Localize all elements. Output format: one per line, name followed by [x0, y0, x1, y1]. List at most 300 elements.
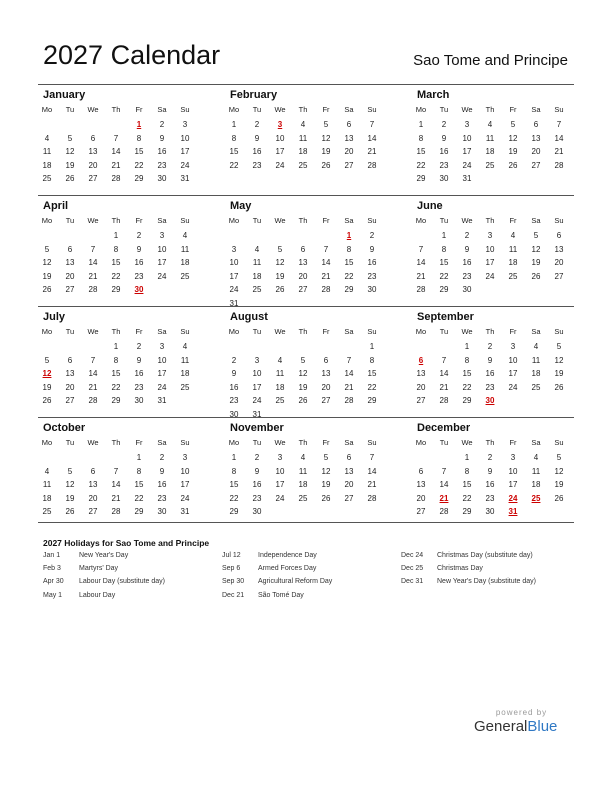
- calendar-day: 8: [418, 133, 424, 143]
- calendar-day: 12: [42, 258, 52, 267]
- calendar-day: 20: [344, 147, 354, 156]
- calendar-day: 5: [277, 244, 283, 254]
- quarter-row-4: [38, 417, 574, 528]
- calendar-day: 13: [88, 147, 98, 156]
- weekday-label: We: [274, 327, 286, 336]
- calendar-day: 12: [321, 133, 331, 143]
- calendar-day: 6: [346, 120, 352, 129]
- calendar-day: 7: [369, 453, 375, 462]
- weekday-label: Fr: [322, 438, 330, 447]
- calendar-day: 5: [556, 342, 562, 351]
- calendar-day: 14: [88, 369, 98, 378]
- calendar-day: 10: [180, 133, 190, 143]
- calendar-day: 25: [508, 271, 518, 281]
- weekday-label: Tu: [65, 327, 75, 336]
- holiday-day: 30: [134, 285, 144, 294]
- calendar-day: 29: [134, 174, 144, 183]
- page-title: 2027 Calendar: [43, 40, 221, 70]
- calendar-day: 21: [111, 160, 121, 170]
- holiday-day: 31: [508, 507, 518, 516]
- weekday-label: We: [461, 438, 473, 447]
- weekday-label: Sa: [157, 216, 167, 225]
- weekday-label: Su: [367, 438, 377, 447]
- calendar-day: 11: [180, 244, 190, 254]
- weekday-label: Sa: [157, 105, 167, 114]
- calendar-day: 7: [346, 355, 352, 365]
- weekday-label: Tu: [439, 327, 449, 336]
- calendar-day: 17: [485, 258, 495, 267]
- calendar-day: 28: [367, 493, 377, 503]
- calendar-day: 7: [441, 466, 447, 476]
- calendar-day: 7: [441, 355, 447, 365]
- calendar-day: 29: [111, 285, 121, 294]
- calendar-day: 22: [462, 382, 472, 392]
- holiday-item: [43, 565, 118, 572]
- calendar-day: 19: [554, 369, 564, 378]
- calendar-day: 2: [254, 453, 260, 462]
- calendar-day: 19: [321, 480, 331, 489]
- calendar-day: 21: [439, 382, 449, 392]
- weekday-label: We: [87, 438, 99, 447]
- calendar-day: 25: [252, 285, 262, 294]
- calendar-day: 24: [485, 271, 495, 281]
- calendar-day: 20: [531, 147, 541, 156]
- holiday-day: 3: [277, 120, 283, 129]
- calendar-day: 23: [252, 160, 262, 170]
- holiday-name: Independence Day: [258, 552, 317, 559]
- weekday-label: Su: [554, 438, 564, 447]
- quarter-row-2: [38, 195, 574, 306]
- weekday-label: Mo: [415, 105, 427, 114]
- calendar-day: 4: [510, 231, 516, 240]
- calendar-day: 5: [556, 453, 562, 462]
- calendar-day: 14: [439, 369, 449, 378]
- month-name: December: [417, 422, 471, 434]
- holiday-item: [222, 592, 304, 599]
- calendar-day: 1: [113, 231, 119, 240]
- calendar-day: 12: [554, 466, 564, 476]
- calendar-day: 29: [111, 396, 121, 405]
- weekday-label: Th: [298, 438, 308, 447]
- calendar-day: 10: [508, 355, 518, 365]
- calendar-day: 31: [180, 507, 190, 516]
- calendar-day: 8: [464, 466, 470, 476]
- calendar-day: 3: [510, 342, 516, 351]
- calendar-day: 18: [275, 382, 285, 392]
- calendar-day: 22: [344, 271, 354, 281]
- calendar-day: 3: [182, 120, 188, 129]
- weekday-label: Sa: [157, 438, 167, 447]
- calendar-day: 2: [369, 231, 375, 240]
- holiday-day: 25: [531, 493, 541, 503]
- calendar-day: 22: [111, 271, 121, 281]
- calendar-day: 9: [231, 369, 237, 378]
- calendar-day: 31: [157, 396, 167, 405]
- calendar-day: 13: [531, 133, 541, 143]
- calendar-day: 19: [508, 147, 518, 156]
- month-name: March: [417, 89, 450, 101]
- calendar-day: 25: [531, 382, 541, 392]
- calendar-day: 23: [229, 396, 239, 405]
- calendar-day: 8: [113, 244, 119, 254]
- calendar-day: 18: [508, 258, 518, 267]
- calendar-day: 28: [554, 160, 564, 170]
- calendar-day: 29: [344, 285, 354, 294]
- weekday-label: Mo: [41, 327, 53, 336]
- weekday-label: Mo: [415, 438, 427, 447]
- calendar-day: 26: [42, 396, 52, 405]
- calendar-day: 23: [157, 160, 167, 170]
- calendar-day: 22: [462, 493, 472, 503]
- weekday-label: Th: [485, 216, 495, 225]
- weekday-label: Tu: [439, 438, 449, 447]
- calendar-day: 14: [88, 258, 98, 267]
- weekday-label: Su: [367, 216, 377, 225]
- brand-general: General: [474, 718, 528, 735]
- calendar-day: 22: [416, 160, 426, 170]
- calendar-day: 8: [231, 133, 237, 143]
- calendar-day: 21: [367, 480, 377, 489]
- calendar-day: 6: [323, 355, 329, 365]
- calendar-day: 15: [344, 258, 354, 267]
- holiday-item: [43, 552, 128, 559]
- weekday-label: Mo: [228, 216, 240, 225]
- holiday-item: [222, 578, 332, 585]
- calendar-day: 16: [252, 147, 262, 156]
- weekday-label: Sa: [531, 216, 541, 225]
- weekday-label: Fr: [135, 327, 143, 336]
- calendar-day: 29: [416, 174, 426, 183]
- calendar-day: 3: [159, 342, 165, 351]
- calendar-day: 29: [367, 396, 377, 405]
- quarter-row-1: [38, 84, 574, 195]
- weekday-label: Tu: [252, 216, 262, 225]
- calendar-day: 24: [157, 382, 167, 392]
- weekday-label: Tu: [252, 105, 262, 114]
- holiday-name: New Year's Day: [79, 552, 129, 559]
- calendar-day: 24: [275, 160, 285, 170]
- month-name: September: [417, 311, 474, 323]
- calendar-day: 8: [136, 466, 142, 476]
- calendar-day: 16: [439, 147, 449, 156]
- calendar-day: 19: [42, 382, 52, 392]
- calendar-day: 6: [90, 466, 96, 476]
- calendar-day: 9: [136, 355, 142, 365]
- calendar-day: 3: [510, 453, 516, 462]
- calendar-day: 25: [42, 174, 52, 183]
- calendar-day: 19: [275, 271, 285, 281]
- calendar-day: 4: [533, 342, 539, 351]
- weekday-label: Fr: [135, 105, 143, 114]
- weekday-label: Fr: [135, 216, 143, 225]
- holiday-name: Agricultural Reform Day: [258, 578, 333, 586]
- calendar-day: 1: [231, 120, 237, 129]
- calendar-day: 31: [229, 298, 239, 308]
- calendar-day: 28: [439, 507, 449, 516]
- calendar-day: 27: [416, 507, 426, 516]
- calendar-day: 29: [134, 507, 144, 516]
- calendar-day: 3: [464, 120, 470, 129]
- weekday-label: Tu: [439, 105, 449, 114]
- calendar-day: 15: [439, 258, 449, 267]
- month-name: November: [230, 422, 284, 434]
- calendar-day: 18: [485, 147, 495, 156]
- calendar-day: 17: [252, 382, 262, 392]
- calendar-day: 4: [182, 231, 188, 240]
- calendar-day: 9: [136, 244, 142, 254]
- calendar-day: 5: [510, 120, 516, 129]
- holiday-date: Apr 30: [43, 578, 64, 586]
- holiday-item: [401, 578, 536, 585]
- calendar-day: 21: [88, 382, 98, 392]
- calendar-day: 16: [157, 147, 167, 156]
- calendar-day: 22: [134, 493, 144, 503]
- calendar-day: 27: [65, 396, 75, 405]
- calendar-day: 15: [229, 147, 239, 156]
- month-name: October: [43, 422, 86, 434]
- calendar-day: 23: [134, 271, 144, 281]
- country-name: Sao Tome and Principe: [413, 52, 568, 69]
- holiday-name: Labour Day: [79, 591, 116, 599]
- calendar-day: 6: [300, 244, 306, 254]
- calendar-day: 22: [439, 271, 449, 281]
- calendar-day: 16: [485, 480, 495, 489]
- calendar-day: 2: [487, 453, 493, 462]
- calendar-day: 14: [344, 369, 354, 378]
- calendar-day: 2: [159, 120, 165, 129]
- calendar-day: 20: [344, 480, 354, 489]
- calendar-day: 7: [90, 244, 96, 254]
- weekday-label: Sa: [531, 105, 541, 114]
- calendar-day: 23: [157, 493, 167, 503]
- calendar-day: 20: [321, 382, 331, 392]
- holiday-item: [222, 552, 317, 559]
- calendar-day: 25: [275, 396, 285, 405]
- holiday-day: 6: [418, 355, 424, 365]
- calendar-day: 25: [180, 382, 190, 392]
- calendar-day: 8: [369, 355, 375, 365]
- calendar-day: 5: [533, 231, 539, 240]
- calendar-day: 30: [367, 285, 377, 294]
- calendar-day: 27: [554, 271, 564, 281]
- calendar-day: 9: [487, 466, 493, 476]
- calendar-day: 17: [229, 271, 239, 281]
- calendar-day: 18: [531, 480, 541, 489]
- calendar-day: 9: [464, 244, 470, 254]
- weekday-label: Fr: [509, 216, 517, 225]
- calendar-day: 8: [231, 466, 237, 476]
- holiday-date: Sep 30: [222, 578, 245, 586]
- holiday-item: [43, 592, 115, 599]
- calendar-day: 2: [136, 342, 142, 351]
- weekday-label: Sa: [344, 216, 354, 225]
- calendar-day: 19: [298, 382, 308, 392]
- calendar-day: 13: [298, 258, 308, 267]
- calendar-day: 16: [229, 382, 239, 392]
- calendar-day: 21: [111, 493, 121, 503]
- calendar-day: 12: [298, 369, 308, 378]
- calendar-day: 20: [65, 271, 75, 281]
- weekday-label: Mo: [41, 438, 53, 447]
- calendar-day: 27: [65, 285, 75, 294]
- calendar-day: 20: [65, 382, 75, 392]
- holiday-date: Dec 25: [401, 565, 424, 573]
- calendar-day: 26: [554, 382, 564, 392]
- weekday-label: Th: [485, 438, 495, 447]
- calendar-day: 18: [42, 160, 52, 170]
- calendar-day: 11: [42, 147, 52, 156]
- calendar-day: 30: [134, 396, 144, 405]
- calendar-day: 29: [229, 507, 239, 516]
- calendar-day: 30: [462, 285, 472, 294]
- calendar-day: 26: [298, 396, 308, 405]
- month-name: January: [43, 89, 86, 101]
- calendar-day: 28: [88, 396, 98, 405]
- calendar-day: 11: [180, 355, 190, 365]
- calendar-day: 21: [416, 271, 426, 281]
- holiday-date: Jan 1: [43, 552, 61, 559]
- calendar-day: 4: [533, 453, 539, 462]
- weekday-label: We: [87, 216, 99, 225]
- calendar-day: 11: [298, 133, 308, 143]
- calendar-day: 22: [111, 382, 121, 392]
- calendar-day: 15: [229, 480, 239, 489]
- weekday-label: Sa: [344, 327, 354, 336]
- calendar-day: 27: [298, 285, 308, 294]
- calendar-day: 28: [367, 160, 377, 170]
- calendar-day: 9: [487, 355, 493, 365]
- calendar-day: 10: [508, 466, 518, 476]
- weekday-label: Mo: [41, 105, 53, 114]
- weekday-label: Sa: [531, 438, 541, 447]
- calendar-day: 10: [180, 466, 190, 476]
- quarter-row-3: [38, 306, 574, 417]
- calendar-day: 13: [344, 133, 354, 143]
- calendar-day: 5: [67, 466, 73, 476]
- holiday-day: 1: [136, 120, 142, 129]
- holiday-item: [401, 565, 483, 572]
- weekday-label: Th: [485, 327, 495, 336]
- weekday-label: Mo: [41, 216, 53, 225]
- weekday-label: Su: [554, 216, 564, 225]
- calendar-day: 27: [344, 160, 354, 170]
- calendar-day: 25: [298, 493, 308, 503]
- holiday-name: Armed Forces Day: [258, 565, 317, 573]
- calendar-day: 12: [65, 480, 75, 489]
- weekday-label: Mo: [415, 327, 427, 336]
- calendar-day: 26: [275, 285, 285, 294]
- holiday-name: São Tomé Day: [258, 591, 304, 599]
- weekday-label: Sa: [157, 327, 167, 336]
- weekday-label: Su: [367, 327, 377, 336]
- weekday-label: We: [87, 327, 99, 336]
- calendar-day: 26: [321, 493, 331, 503]
- calendar-day: 2: [254, 120, 260, 129]
- month-name: August: [230, 311, 268, 323]
- calendar-day: 31: [462, 174, 472, 183]
- holiday-day: 24: [508, 493, 518, 503]
- weekday-label: Tu: [252, 327, 262, 336]
- calendar-day: 20: [88, 493, 98, 503]
- weekday-label: Su: [180, 438, 190, 447]
- calendar-day: 3: [159, 231, 165, 240]
- calendar-day: 3: [182, 453, 188, 462]
- calendar-day: 26: [508, 160, 518, 170]
- weekday-label: Fr: [135, 438, 143, 447]
- calendar-day: 29: [439, 285, 449, 294]
- calendar-day: 24: [252, 396, 262, 405]
- calendar-day: 16: [157, 480, 167, 489]
- calendar-day: 2: [136, 231, 142, 240]
- calendar-day: 15: [111, 258, 121, 267]
- divider: [38, 522, 574, 523]
- calendar-day: 9: [254, 133, 260, 143]
- calendar-day: 16: [485, 369, 495, 378]
- calendar-day: 19: [65, 493, 75, 503]
- calendar-day: 22: [229, 493, 239, 503]
- calendar-day: 8: [346, 244, 352, 254]
- calendar-day: 28: [88, 285, 98, 294]
- calendar-day: 29: [462, 507, 472, 516]
- calendar-day: 7: [323, 244, 329, 254]
- calendar-day: 16: [462, 258, 472, 267]
- calendar-day: 5: [323, 453, 329, 462]
- calendar-day: 20: [88, 160, 98, 170]
- calendar-day: 2: [441, 120, 447, 129]
- weekday-label: Sa: [531, 327, 541, 336]
- calendar-day: 24: [180, 160, 190, 170]
- holiday-name: New Year's Day (substitute day): [437, 578, 536, 586]
- calendar-day: 12: [275, 258, 285, 267]
- calendar-day: 27: [416, 396, 426, 405]
- calendar-day: 25: [180, 271, 190, 281]
- holidays-title: 2027 Holidays for Sao Tome and Principe: [43, 538, 210, 548]
- weekday-label: Th: [111, 438, 121, 447]
- calendar-day: 26: [531, 271, 541, 281]
- weekday-label: Th: [298, 216, 308, 225]
- calendar-day: 16: [134, 258, 144, 267]
- calendar-day: 23: [134, 382, 144, 392]
- calendar-day: 22: [367, 382, 377, 392]
- holiday-date: Feb 3: [43, 565, 61, 573]
- calendar-day: 17: [462, 147, 472, 156]
- weekday-label: Fr: [322, 105, 330, 114]
- calendar-day: 10: [485, 244, 495, 254]
- holiday-date: Dec 21: [222, 591, 245, 599]
- calendar-day: 26: [554, 493, 564, 503]
- calendar-day: 18: [180, 369, 190, 378]
- month-name: July: [43, 311, 66, 323]
- calendar-day: 16: [367, 258, 377, 267]
- brand-name: [474, 718, 569, 735]
- calendar-day: 26: [65, 174, 75, 183]
- calendar-day: 13: [65, 258, 75, 267]
- weekday-label: Su: [554, 327, 564, 336]
- calendar-day: 29: [462, 396, 472, 405]
- calendar-day: 13: [344, 466, 354, 476]
- calendar-day: 10: [157, 244, 167, 254]
- calendar-day: 22: [134, 160, 144, 170]
- calendar-day: 20: [554, 258, 564, 267]
- calendar-day: 2: [231, 355, 237, 365]
- calendar-day: 19: [531, 258, 541, 267]
- holiday-date: Sep 6: [222, 565, 241, 573]
- calendar-day: 1: [369, 342, 375, 351]
- weekday-label: Su: [367, 105, 377, 114]
- calendar-day: 17: [508, 480, 518, 489]
- calendar-day: 7: [113, 133, 119, 143]
- calendar-day: 2: [464, 231, 470, 240]
